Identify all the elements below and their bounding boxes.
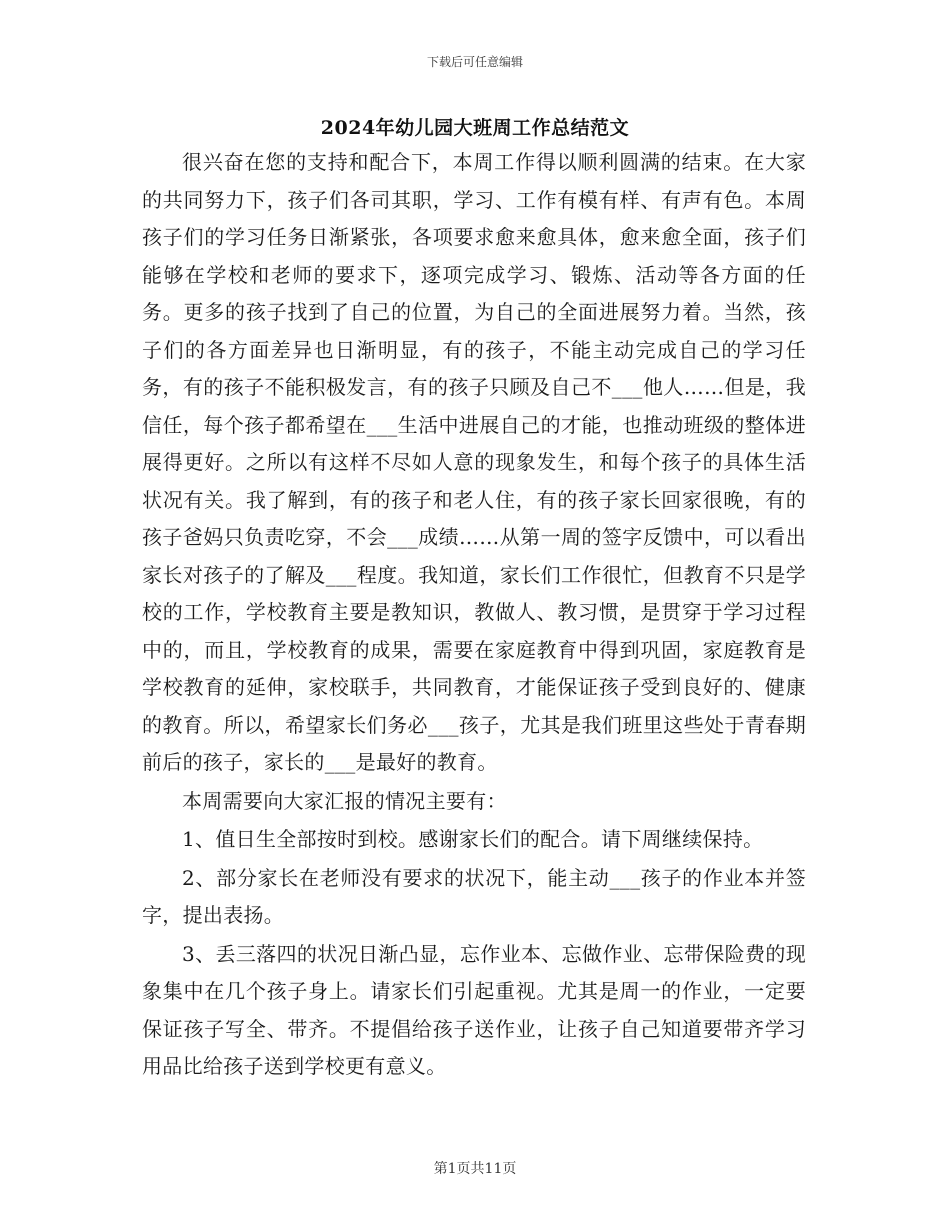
document-body [142,144,806,1086]
paragraph-intro: 很兴奋在您的支持和配合下，本周工作得以顺利圆满的结束。在大家的共同努力下，孩子们各司其职，学习、工作有模有样、有声有色。本周孩子们的学习任务日渐紧张，各项要求愈来愈具体，愈来愈全面，孩子们能够在学校和老师的要求下，逐项完成学习、锻炼、活动等各方面的任务。更多的孩子找到了自己的位置，为自己的全面进展努力着。当然，孩子们的各方面差异也日渐明显，有的孩子，不能主动完成自己的学习任务，有的孩子不能积极发言，有的孩子只顾及自己不___他人……但是，我信任，每个孩子都希望在___生活中进展自己的才能，也推动班级的整体进展得更好。之所以有这样不尽如人意的现象发生，和每个孩子的具体生活状况有关。我了解到，有的孩子和老人住，有的孩子家长回家很晚，有的孩子爸妈只负责吃穿，不会___成绩……从第一周的签字反馈中，可以看出家长对孩子的了解及___程度。我知道，家长们工作很忙，但教育不只是学校的工作，学校教育主要是教知识，教做人、教习惯，是贯穿于学习过程中的，而且，学校教育的成果，需要在家庭教育中得到巩固，家庭教育是学校教育的延伸，家校联手，共同教育，才能保证孩子受到良好的、健康的教育。所以，希望家长们务必___孩子，尤其是我们班里这些处于青春期前后的孩子，家长的___是最好的教育。 [142,150,806,774]
page-header-note: 下载后可任意编辑 [426,55,523,69]
paragraph-report-lead: 本周需要向大家汇报的情况主要有： [182,788,507,813]
page-number: 第1页共11页 [433,1161,517,1177]
paragraph-item-2: 2、部分家长在老师没有要求的状况下，能主动___孩子的作业本并签字，提出表扬。 [142,865,806,927]
document-title: 2024年幼儿园大班周工作总结范文 [320,117,630,139]
paragraph-item-1: 1、值日生全部按时到校。感谢家长们的配合。请下周继续保持。 [182,827,764,851]
paragraph-item-3: 3、丢三落四的状况日渐凸显，忘作业本、忘做作业、忘带保险费的现象集中在几个孩子身上。请家长们引起重视。尤其是周一的作业，一定要保证孩子写全、带齐。不提倡给孩子送作业，让孩子自己知道要带齐学习用品比给孩子送到学校更有意义。 [142,941,806,1078]
